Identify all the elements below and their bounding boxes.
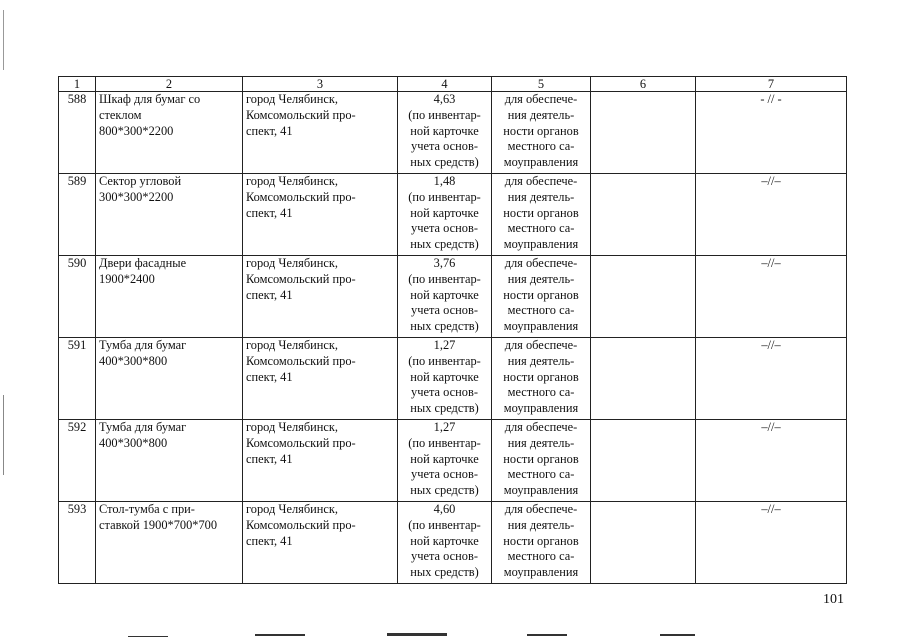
item-name-line: Сектор угловой [99, 174, 182, 188]
purpose-line: ности органов [503, 451, 579, 466]
column-6-cell [591, 420, 696, 502]
purpose-cell [492, 256, 591, 338]
cost-line: (по инвентар- [408, 435, 481, 450]
purpose-line: моуправления [503, 401, 579, 416]
scan-edge-mark [387, 633, 447, 636]
address-cell [243, 256, 398, 338]
item-name-line: 400*300*800 [99, 353, 168, 368]
purpose-line: ности органов [503, 205, 579, 220]
purpose-line: местного са- [507, 221, 575, 236]
purpose-line: местного са- [507, 385, 575, 400]
purpose-line: местного са- [507, 303, 575, 318]
cost-line: ной карточке [410, 369, 479, 384]
column-6-cell [591, 174, 696, 256]
column-6-cell [591, 92, 696, 174]
item-name-line: ставкой 1900*700*700 [99, 517, 218, 532]
purpose-line: для обеспече- [504, 92, 578, 106]
cost-line: ной карточке [410, 205, 479, 220]
purpose-line: ния деятель- [507, 435, 575, 450]
address-line: спект, 41 [246, 533, 293, 548]
cost-line: 1,27 [433, 338, 456, 352]
column-7-cell: –//– [696, 338, 847, 420]
table-row [59, 338, 847, 420]
row-number-cell: 589 [59, 174, 96, 256]
header-col-6: 6 [591, 77, 696, 92]
scan-edge-mark [128, 636, 168, 637]
purpose-line: для обеспече- [504, 502, 578, 516]
cost-line: ной карточке [410, 451, 479, 466]
address-line: спект, 41 [246, 451, 293, 466]
purpose-line: местного са- [507, 139, 575, 154]
cost-line: ной карточке [410, 287, 479, 302]
table-row [59, 92, 847, 174]
item-name-line: Двери фасадные [99, 256, 187, 270]
scan-margin-line [3, 10, 4, 70]
address-line: город Челябинск, [246, 256, 339, 270]
cost-line: ных средств) [410, 237, 479, 252]
cost-cell [398, 502, 492, 584]
purpose-line: моуправления [503, 565, 579, 580]
address-line: спект, 41 [246, 123, 293, 138]
header-col-3: 3 [243, 77, 398, 92]
table-row [59, 256, 847, 338]
purpose-cell [492, 92, 591, 174]
item-name-cell [96, 420, 243, 502]
purpose-line: для обеспече- [504, 256, 578, 270]
purpose-line: ности органов [503, 123, 579, 138]
purpose-line: местного са- [507, 467, 575, 482]
purpose-line: для обеспече- [504, 420, 578, 434]
cost-line: ных средств) [410, 565, 479, 580]
purpose-line: местного са- [507, 549, 575, 564]
scan-edge-mark [660, 634, 695, 636]
table-body [59, 92, 847, 584]
cost-line: (по инвентар- [408, 107, 481, 122]
table-row [59, 502, 847, 584]
header-col-7: 7 [696, 77, 847, 92]
address-cell [243, 338, 398, 420]
column-7-cell: - // - [696, 92, 847, 174]
column-7-cell: –//– [696, 502, 847, 584]
address-line: город Челябинск, [246, 174, 339, 188]
address-line: город Челябинск, [246, 338, 339, 352]
purpose-line: моуправления [503, 319, 579, 334]
item-name-line: 400*300*800 [99, 435, 168, 450]
scan-edge-mark [255, 634, 305, 636]
column-6-cell [591, 502, 696, 584]
address-cell [243, 92, 398, 174]
cost-line: 1,27 [433, 420, 456, 434]
cost-line: (по инвентар- [408, 517, 481, 532]
cost-cell [398, 256, 492, 338]
item-name-cell [96, 502, 243, 584]
header-col-5: 5 [492, 77, 591, 92]
cost-line: (по инвентар- [408, 353, 481, 368]
item-name-cell [96, 174, 243, 256]
table-header [59, 77, 847, 92]
address-line: Комсомольский про- [246, 271, 356, 286]
row-number-cell: 588 [59, 92, 96, 174]
purpose-line: моуправления [503, 483, 579, 498]
address-cell [243, 420, 398, 502]
cost-line: учета основ- [411, 303, 478, 318]
purpose-line: ния деятель- [507, 517, 575, 532]
address-line: город Челябинск, [246, 92, 339, 106]
purpose-line: ния деятель- [507, 189, 575, 204]
cost-line: 4,60 [433, 502, 456, 516]
purpose-cell [492, 502, 591, 584]
row-number-cell: 592 [59, 420, 96, 502]
purpose-line: для обеспече- [504, 174, 578, 188]
column-7-cell: –//– [696, 174, 847, 256]
cost-cell [398, 338, 492, 420]
cost-cell [398, 174, 492, 256]
cost-line: учета основ- [411, 467, 478, 482]
cost-line: (по инвентар- [408, 189, 481, 204]
item-name-cell [96, 338, 243, 420]
scan-margin-line [3, 395, 4, 475]
purpose-line: ния деятель- [507, 107, 575, 122]
address-line: спект, 41 [246, 205, 293, 220]
column-6-cell [591, 256, 696, 338]
address-line: спект, 41 [246, 287, 293, 302]
row-number-cell: 593 [59, 502, 96, 584]
cost-line: учета основ- [411, 549, 478, 564]
address-line: Комсомольский про- [246, 189, 356, 204]
purpose-line: ности органов [503, 533, 579, 548]
address-line: город Челябинск, [246, 420, 339, 434]
item-name-line: 1900*2400 [99, 271, 155, 286]
cost-line: ной карточке [410, 533, 479, 548]
row-number-cell: 590 [59, 256, 96, 338]
property-registry-table [58, 76, 847, 584]
page-number: 101 [823, 592, 844, 607]
cost-line: ных средств) [410, 401, 479, 416]
cost-cell [398, 420, 492, 502]
purpose-line: моуправления [503, 155, 579, 170]
column-7-cell: –//– [696, 420, 847, 502]
item-name-line: стеклом [99, 107, 142, 122]
address-cell [243, 502, 398, 584]
purpose-line: ния деятель- [507, 353, 575, 368]
cost-line: ных средств) [410, 155, 479, 170]
purpose-line: ния деятель- [507, 271, 575, 286]
cost-line: ных средств) [410, 319, 479, 334]
address-line: город Челябинск, [246, 502, 339, 516]
purpose-line: ности органов [503, 287, 579, 302]
header-col-4: 4 [398, 77, 492, 92]
address-line: Комсомольский про- [246, 435, 356, 450]
cost-line: (по инвентар- [408, 271, 481, 286]
address-line: Комсомольский про- [246, 517, 356, 532]
column-7-cell: –//– [696, 256, 847, 338]
column-6-cell [591, 338, 696, 420]
header-col-2: 2 [96, 77, 243, 92]
address-line: спект, 41 [246, 369, 293, 384]
purpose-cell [492, 338, 591, 420]
cost-line: учета основ- [411, 385, 478, 400]
purpose-line: для обеспече- [504, 338, 578, 352]
cost-line: учета основ- [411, 139, 478, 154]
item-name-cell [96, 92, 243, 174]
cost-line: 1,48 [433, 174, 456, 188]
table-row [59, 420, 847, 502]
cost-line: 4,63 [433, 92, 456, 106]
header-col-1: 1 [59, 77, 96, 92]
item-name-line: Шкаф для бумаг со [99, 92, 201, 106]
item-name-line: Стол-тумба с при- [99, 502, 195, 516]
cost-line: 3,76 [433, 256, 456, 270]
item-name-line: Тумба для бумаг [99, 338, 187, 352]
table-row [59, 174, 847, 256]
purpose-cell [492, 174, 591, 256]
item-name-cell [96, 256, 243, 338]
header-row [59, 77, 847, 92]
cost-line: учета основ- [411, 221, 478, 236]
scan-edge-mark [527, 634, 567, 636]
row-number-cell: 591 [59, 338, 96, 420]
cost-cell [398, 92, 492, 174]
address-cell [243, 174, 398, 256]
cost-line: ной карточке [410, 123, 479, 138]
purpose-cell [492, 420, 591, 502]
address-line: Комсомольский про- [246, 107, 356, 122]
item-name-line: Тумба для бумаг [99, 420, 187, 434]
item-name-line: 300*300*2200 [99, 189, 174, 204]
purpose-line: ности органов [503, 369, 579, 384]
address-line: Комсомольский про- [246, 353, 356, 368]
purpose-line: моуправления [503, 237, 579, 252]
item-name-line: 800*300*2200 [99, 123, 174, 138]
cost-line: ных средств) [410, 483, 479, 498]
